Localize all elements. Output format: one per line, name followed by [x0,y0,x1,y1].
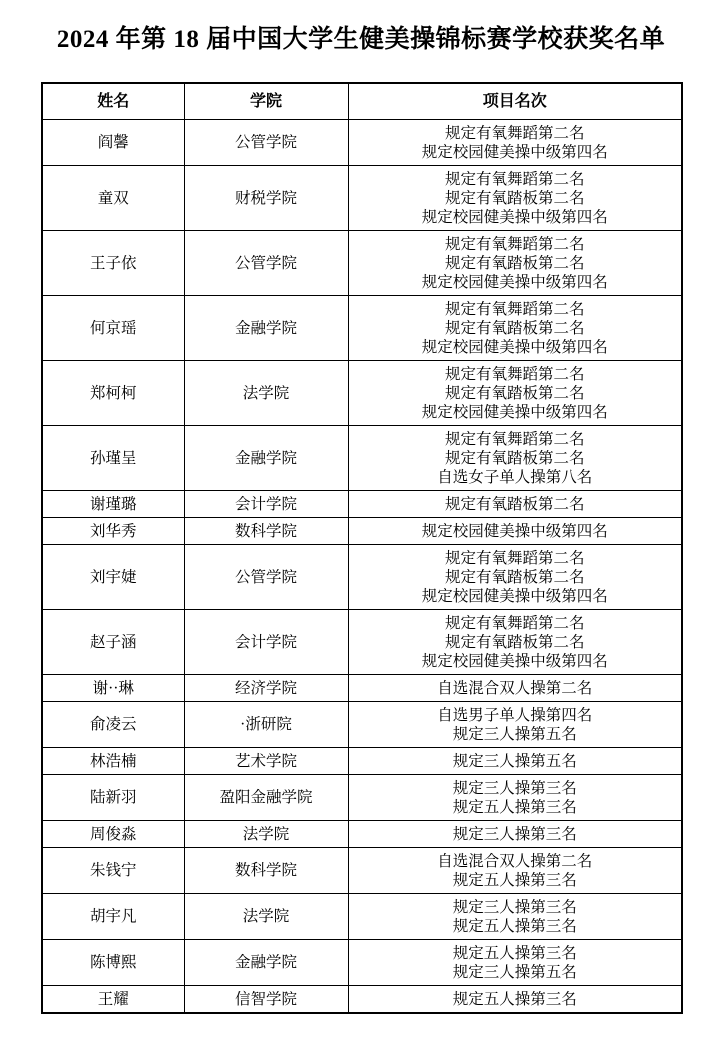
result-line: 规定五人操第三名 [452,798,577,816]
college-cell: 财税学院 [184,166,348,231]
college-cell: 数科学院 [184,518,348,545]
result-line: 规定有氧舞蹈第二名 [444,430,585,448]
result-line: 规定有氧踏板第二名 [444,633,585,651]
student-name-cell: 胡宇凡 [42,894,184,940]
results-cell [348,296,682,361]
results-cell [348,518,682,545]
result-line: 规定三人操第五名 [452,752,577,770]
student-name-cell: 谢瑾璐 [42,491,184,518]
result-line: 规定三人操第三名 [452,779,577,797]
table-row [42,610,682,675]
result-line: 规定有氧踏板第二名 [444,384,585,402]
table-row [42,166,682,231]
result-line: 规定五人操第三名 [452,871,577,889]
student-name-cell: 谢··琳 [42,675,184,702]
table-row [42,231,682,296]
table-row [42,296,682,361]
result-line: 规定三人操第三名 [452,825,577,843]
table-row [42,821,682,848]
college-cell: 法学院 [184,821,348,848]
college-cell: 公管学院 [184,545,348,610]
student-name-cell: 何京瑶 [42,296,184,361]
result-line: 规定有氧舞蹈第二名 [444,170,585,188]
college-cell: 经济学院 [184,675,348,702]
result-line: 规定校园健美操中级第四名 [421,403,608,421]
college-cell: 法学院 [184,361,348,426]
student-name-cell: 童双 [42,166,184,231]
table-row [42,675,682,702]
results-cell [348,748,682,775]
table-row [42,940,682,986]
student-name-cell: 孙瑾呈 [42,426,184,491]
student-name-cell: 王耀 [42,986,184,1014]
result-line: 规定校园健美操中级第四名 [421,208,608,226]
table-row [42,986,682,1014]
results-cell [348,940,682,986]
results-cell [348,426,682,491]
results-cell [348,702,682,748]
student-name-cell: 林浩楠 [42,748,184,775]
result-line: 规定有氧踏板第二名 [444,319,585,337]
college-cell: 艺术学院 [184,748,348,775]
table-row [42,545,682,610]
results-cell [348,545,682,610]
results-cell [348,361,682,426]
result-line: 规定校园健美操中级第四名 [421,143,608,161]
table-row [42,848,682,894]
result-line: 规定有氧踏板第二名 [444,189,585,207]
student-name-cell: 赵子涵 [42,610,184,675]
student-name-cell: 刘华秀 [42,518,184,545]
result-line: 规定有氧舞蹈第二名 [444,614,585,632]
result-line: 规定校园健美操中级第四名 [421,587,608,605]
table-row [42,491,682,518]
result-line: 规定有氧舞蹈第二名 [444,124,585,142]
student-name-cell: 俞凌云 [42,702,184,748]
results-cell [348,894,682,940]
table-row [42,702,682,748]
college-cell: 会计学院 [184,491,348,518]
results-cell [348,231,682,296]
college-cell: 金融学院 [184,940,348,986]
student-name-cell: 周俊淼 [42,821,184,848]
results-cell [348,610,682,675]
results-cell [348,848,682,894]
result-line: 规定校园健美操中级第四名 [421,338,608,356]
student-name-cell: 朱钱宁 [42,848,184,894]
student-name-cell: 阎馨 [42,120,184,166]
page-title: 2024 年第 18 届中国大学生健美操锦标赛学校获奖名单 [56,26,666,53]
result-line: 规定有氧舞蹈第二名 [444,549,585,567]
college-cell: ·浙研院 [184,702,348,748]
result-line: 规定三人操第三名 [452,898,577,916]
result-line: 自选女子单人操第八名 [437,468,593,486]
results-cell [348,120,682,166]
result-line: 规定有氧踏板第二名 [444,568,585,586]
result-line: 规定有氧踏板第二名 [444,254,585,272]
student-name-cell: 陆新羽 [42,775,184,821]
result-line: 规定有氧踏板第二名 [444,495,585,513]
results-cell [348,775,682,821]
result-line: 规定校园健美操中级第四名 [421,522,608,540]
table-row [42,120,682,166]
college-cell: 会计学院 [184,610,348,675]
results-cell [348,986,682,1014]
column-header-name: 姓名 [42,83,184,120]
college-cell: 信智学院 [184,986,348,1014]
result-line: 规定五人操第三名 [452,917,577,935]
table-row [42,748,682,775]
result-line: 规定有氧舞蹈第二名 [444,300,585,318]
college-cell: 金融学院 [184,426,348,491]
results-cell [348,821,682,848]
student-name-cell: 刘宇婕 [42,545,184,610]
header-row [42,83,682,120]
table-row [42,426,682,491]
result-line: 规定三人操第五名 [452,725,577,743]
table-row [42,775,682,821]
results-cell [348,675,682,702]
college-cell: 公管学院 [184,120,348,166]
college-cell: 数科学院 [184,848,348,894]
results-cell [348,491,682,518]
table-row [42,518,682,545]
result-line: 规定有氧舞蹈第二名 [444,235,585,253]
table-row [42,361,682,426]
student-name-cell: 王子依 [42,231,184,296]
table-header [42,83,682,120]
result-line: 规定五人操第三名 [452,944,577,962]
student-name-cell: 郑柯柯 [42,361,184,426]
result-line: 规定校园健美操中级第四名 [421,652,608,670]
result-line: 自选男子单人操第四名 [437,706,593,724]
result-line: 规定有氧踏板第二名 [444,449,585,467]
college-cell: 法学院 [184,894,348,940]
result-line: 规定五人操第三名 [452,990,577,1008]
result-line: 规定校园健美操中级第四名 [421,273,608,291]
results-cell [348,166,682,231]
column-header-college: 学院 [184,83,348,120]
table-row [42,894,682,940]
result-line: 规定三人操第五名 [452,963,577,981]
student-name-cell: 陈博熙 [42,940,184,986]
result-line: 自选混合双人操第二名 [437,852,593,870]
column-header-results: 项目名次 [348,83,682,120]
result-line: 规定有氧舞蹈第二名 [444,365,585,383]
college-cell: 盈阳金融学院 [184,775,348,821]
college-cell: 公管学院 [184,231,348,296]
table-body [42,120,682,1014]
result-line: 自选混合双人操第二名 [437,679,593,697]
college-cell: 金融学院 [184,296,348,361]
award-table [41,82,683,1014]
